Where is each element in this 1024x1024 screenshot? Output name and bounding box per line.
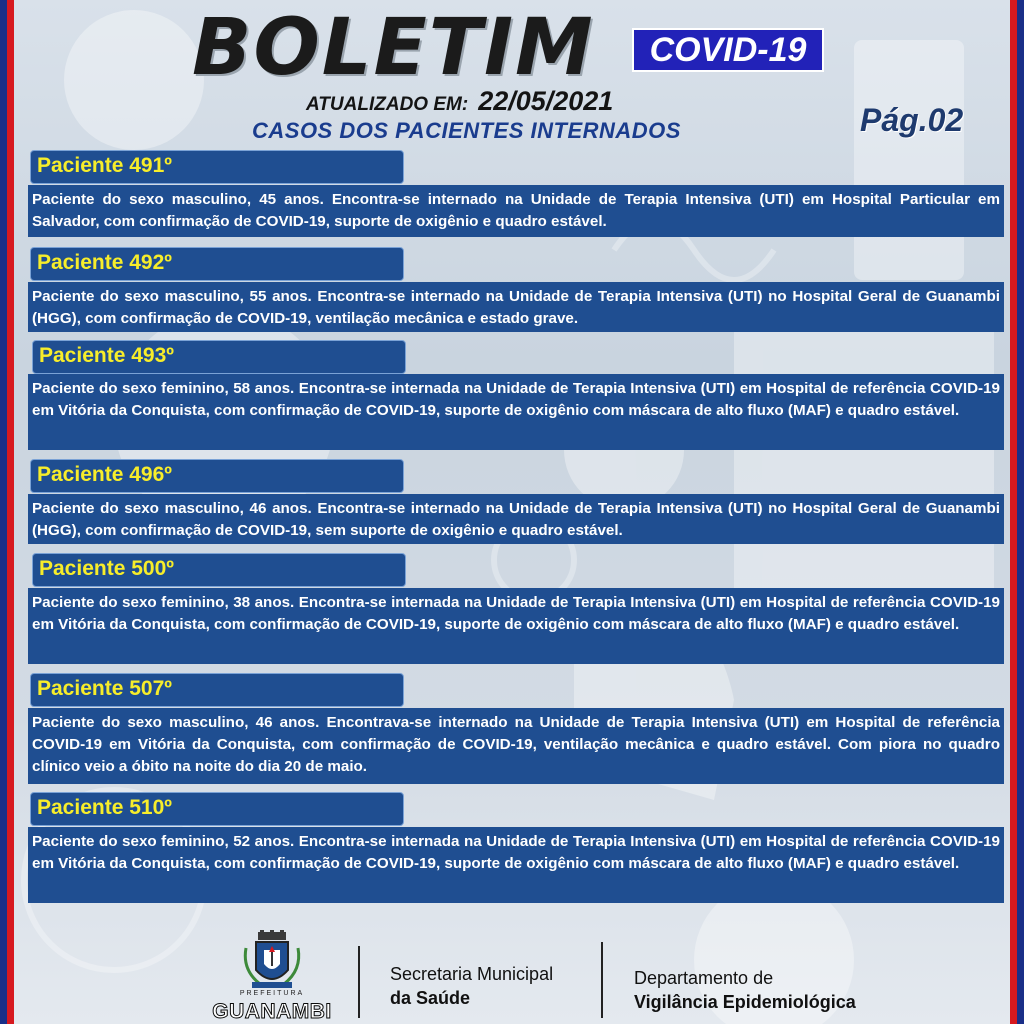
secretaria-line2: da Saúde: [390, 988, 471, 1008]
case-title: Paciente 510º: [30, 792, 404, 826]
case-title: Paciente 507º: [30, 673, 404, 707]
departamento-block: [634, 966, 856, 1014]
case-description: Paciente do sexo masculino, 55 anos. Encontra-se internado na Unidade de Terapia Intensiva (UTI) no Hospital Geral de Guanambi (HGG), com confirmação de COVID-19, ventilação mecânica e estado grave.: [28, 282, 1004, 332]
case-description: Paciente do sexo masculino, 46 anos. Encontrava-se internado na Unidade de Terapia Intensiva (UTI) em Hospital de referência COVID-19 em Vitória da Conquista, com confirmação de COVID-19, ventilação mecânica e quadro estável. Com piora no quadro clínico veio a óbito na noite do dia 20 de maio.: [28, 708, 1004, 784]
case-title: Paciente 500º: [32, 553, 406, 587]
right-border: [1010, 0, 1024, 1024]
case-description: Paciente do sexo masculino, 46 anos. Encontra-se internado na Unidade de Terapia Intensiva (UTI) no Hospital Geral de Guanambi (HGG), com confirmação de COVID-19, sem suporte de oxigênio e quadro estável.: [28, 494, 1004, 544]
bulletin-title: BOLETIM: [192, 3, 595, 93]
logo-guanambi: GUANAMBI: [212, 1000, 332, 1023]
case-title: Paciente 493º: [32, 340, 406, 374]
secretaria-block: [390, 962, 553, 1010]
case-description: Paciente do sexo feminino, 52 anos. Encontra-se internada na Unidade de Terapia Intensiva (UTI) em Hospital de referência COVID-19 em Vitória da Conquista, com confirmação de COVID-19, suporte de oxigênio com máscara de alto fluxo (MAF) e quadro estável.: [28, 827, 1004, 903]
case-title: Paciente 496º: [30, 459, 404, 493]
case-title: Paciente 491º: [30, 150, 404, 184]
case-description: Paciente do sexo feminino, 58 anos. Encontra-se internada na Unidade de Terapia Intensiva (UTI) em Hospital de referência COVID-19 em Vitória da Conquista, com confirmação de COVID-19, suporte de oxigênio com máscara de alto fluxo (MAF) e quadro estável.: [28, 374, 1004, 450]
footer-divider: [601, 942, 603, 1018]
covid-badge: COVID-19: [632, 28, 824, 72]
section-subtitle: CASOS DOS PACIENTES INTERNADOS: [252, 118, 681, 143]
updated-date: 22/05/2021: [478, 86, 614, 116]
case-title: Paciente 492º: [30, 247, 404, 281]
secretaria-line1: Secretaria Municipal: [390, 964, 554, 984]
updated-line: [306, 86, 613, 120]
logo-prefeitura: PREFEITURA: [239, 990, 305, 997]
footer-divider: [358, 946, 360, 1018]
updated-label: ATUALIZADO EM:: [306, 94, 469, 115]
departamento-line2: Vigilância Epidemiológica: [634, 992, 856, 1012]
left-border: [0, 0, 14, 1024]
coat-of-arms-icon: [212, 930, 332, 992]
page-number: Pág.02: [860, 102, 964, 138]
case-description: Paciente do sexo feminino, 38 anos. Encontra-se internada na Unidade de Terapia Intensiva (UTI) em Hospital de referência COVID-19 em Vitória da Conquista, com confirmação de COVID-19, suporte de oxigênio com máscara de alto fluxo (MAF) e quadro estável.: [28, 588, 1004, 664]
case-description: Paciente do sexo masculino, 45 anos. Encontra-se internado na Unidade de Terapia Intensiva (UTI) em Hospital Particular em Salvador, com confirmação de COVID-19, suporte de oxigênio e quadro estável.: [28, 185, 1004, 237]
departamento-line1: Departamento de: [634, 968, 774, 988]
guanambi-logo: [212, 930, 332, 1022]
